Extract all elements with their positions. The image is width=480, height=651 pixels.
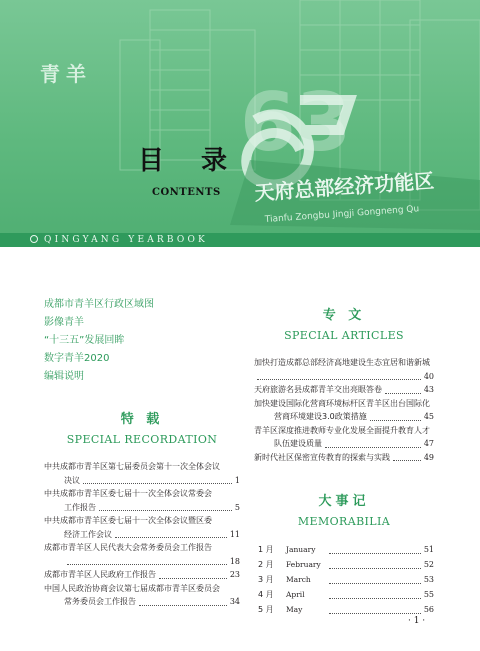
dot-leader [393, 460, 421, 461]
toc-entry[interactable] [44, 582, 240, 609]
link-digital-qingyang[interactable]: 数字青羊2020 [44, 353, 110, 364]
toc-entry[interactable] [44, 541, 240, 568]
toc-page: 56 [423, 605, 434, 614]
month-entry[interactable] [254, 542, 434, 557]
link-photo-qingyang[interactable]: 影像青羊 [44, 317, 84, 328]
page-number: · 1 · [408, 616, 426, 626]
toc-entry-title-cont: 常务委员会工作报告 [64, 597, 136, 606]
dot-leader [257, 379, 421, 380]
toc-entry-title-cont: 营商环境建设3.0政策措施 [274, 412, 367, 421]
toc-entry[interactable] [44, 460, 240, 487]
dot-leader [329, 568, 421, 569]
toc-page: 47 [423, 439, 434, 448]
toc-page: 51 [423, 545, 434, 554]
toc-entry-title: 中国人民政治协商会议第七届成都市青羊区委员会 [44, 583, 220, 593]
toc-entry[interactable] [44, 568, 240, 582]
toc-entry[interactable] [254, 424, 434, 451]
dot-leader [370, 420, 421, 421]
quick-links [44, 296, 240, 386]
left-column [44, 296, 240, 609]
sign-text: 天府总部经济功能区 [253, 168, 435, 205]
section-subtitle-special-recordation: SPECIAL RECORDATION [66, 433, 218, 446]
toc-page: 43 [423, 385, 434, 394]
toc-entry-title-cont: 经济工作会议 [64, 529, 112, 539]
month-cn: 4 月 [258, 590, 274, 599]
toc-entry-title-cont: 工作报告 [64, 502, 96, 512]
toc-page: 45 [423, 412, 434, 421]
section-title-special-recordation: 特 载 [120, 412, 164, 427]
dot-leader [329, 583, 421, 584]
toc-entry-title: 中共成都市青羊区委七届十一次全体会议常委会 [44, 489, 212, 498]
toc-entry-title: 天府旅游名县成都青羊交出亮眼答卷 [254, 385, 382, 394]
section-title-special-articles: 专 文 [322, 308, 366, 323]
page-title: 目 录 [138, 146, 242, 176]
dot-leader [139, 605, 227, 606]
toc-entry-title: 青羊区深度推进教师专业化发展全面提升教育人才 [254, 425, 430, 435]
toc-entry-title: 中共成都市青羊区第七届委员会第十一次全体会议 [44, 462, 220, 471]
link-editorial-notes[interactable]: 编辑说明 [44, 371, 84, 382]
dot-leader [325, 447, 421, 448]
section-subtitle-memorabilia: MEMORABILIA [297, 515, 391, 528]
toc-page: 18 [229, 556, 240, 566]
toc-entry[interactable] [254, 451, 434, 465]
toc-entry[interactable] [254, 397, 434, 424]
toc-entry-title: 中共成都市青羊区委七届十一次全体会议暨区委 [44, 516, 212, 525]
dot-leader [83, 483, 232, 484]
dot-leader [67, 564, 227, 565]
month-en: January [286, 545, 316, 554]
toc-entry-title-cont: 队伍建设质量 [274, 439, 322, 448]
toc-entry[interactable] [44, 514, 240, 541]
sign-pinyin: Tianfu Zongbu Jingji Gongneng Qu [264, 204, 420, 225]
month-en: March [286, 575, 311, 584]
cover-header [0, 0, 480, 247]
toc-entry-title: 成都市青羊区人民代表大会常务委员会工作报告 [44, 543, 212, 552]
dot-leader [329, 598, 421, 599]
month-entry[interactable] [254, 602, 434, 617]
month-cn: 1 月 [258, 545, 274, 554]
toc-page: 49 [423, 452, 434, 462]
month-en: April [286, 590, 305, 599]
toc-page: 5 [234, 502, 240, 512]
dot-leader [115, 537, 227, 538]
dot-leader [385, 393, 421, 394]
month-entry[interactable] [254, 572, 434, 587]
toc-entry-title: 加快建设国际化营商环境标杆区青羊区出台国际化 [254, 398, 430, 408]
toc-entry[interactable] [254, 383, 434, 397]
toc-page: 53 [423, 575, 434, 584]
toc-page: 1 [234, 475, 240, 485]
month-en: February [286, 560, 321, 569]
circle-icon [30, 235, 38, 243]
logo-numeral: 63 [240, 76, 352, 169]
right-column [254, 304, 434, 617]
month-cn: 3 月 [258, 575, 274, 584]
page-subtitle: CONTENTS [152, 187, 221, 198]
toc-page: 11 [229, 529, 240, 539]
band-text: QINGYANG YEARBOOK [44, 235, 208, 245]
building-illustration [0, 0, 480, 247]
link-admin-map[interactable]: 成都市青羊区行政区域图 [44, 299, 154, 310]
toc-entry[interactable] [44, 487, 240, 514]
dot-leader [329, 613, 421, 614]
link-13th-five-year-review[interactable]: “十三五”发展回眸 [44, 335, 125, 346]
month-en: May [286, 605, 303, 614]
month-entry[interactable] [254, 587, 434, 602]
section-subtitle-special-articles: SPECIAL ARTICLES [284, 329, 404, 342]
toc-entry-title: 加快打造成都总部经济高地建设生态宜居和谐新城 [254, 358, 430, 367]
toc-entry-title: 成都市青羊区人民政府工作报告 [44, 570, 156, 579]
toc-entry-title-cont: 决议 [64, 475, 80, 485]
month-cn: 2 月 [258, 560, 274, 569]
dot-leader [329, 553, 421, 554]
toc-page: 34 [229, 597, 240, 606]
toc-entry-title: 新时代社区保密宣传教育的探索与实践 [254, 452, 390, 462]
section-title-memorabilia: 大事记 [318, 494, 370, 509]
dot-leader [159, 578, 227, 579]
toc-page: 23 [229, 570, 240, 579]
month-cn: 5 月 [258, 605, 274, 614]
toc-page: 55 [423, 590, 434, 599]
toc-page: 52 [423, 560, 434, 569]
dot-leader [99, 510, 232, 511]
brand-name: 青羊 [40, 62, 92, 86]
toc-page: 40 [423, 371, 434, 381]
toc-entry[interactable] [254, 356, 434, 383]
month-entry[interactable] [254, 557, 434, 572]
